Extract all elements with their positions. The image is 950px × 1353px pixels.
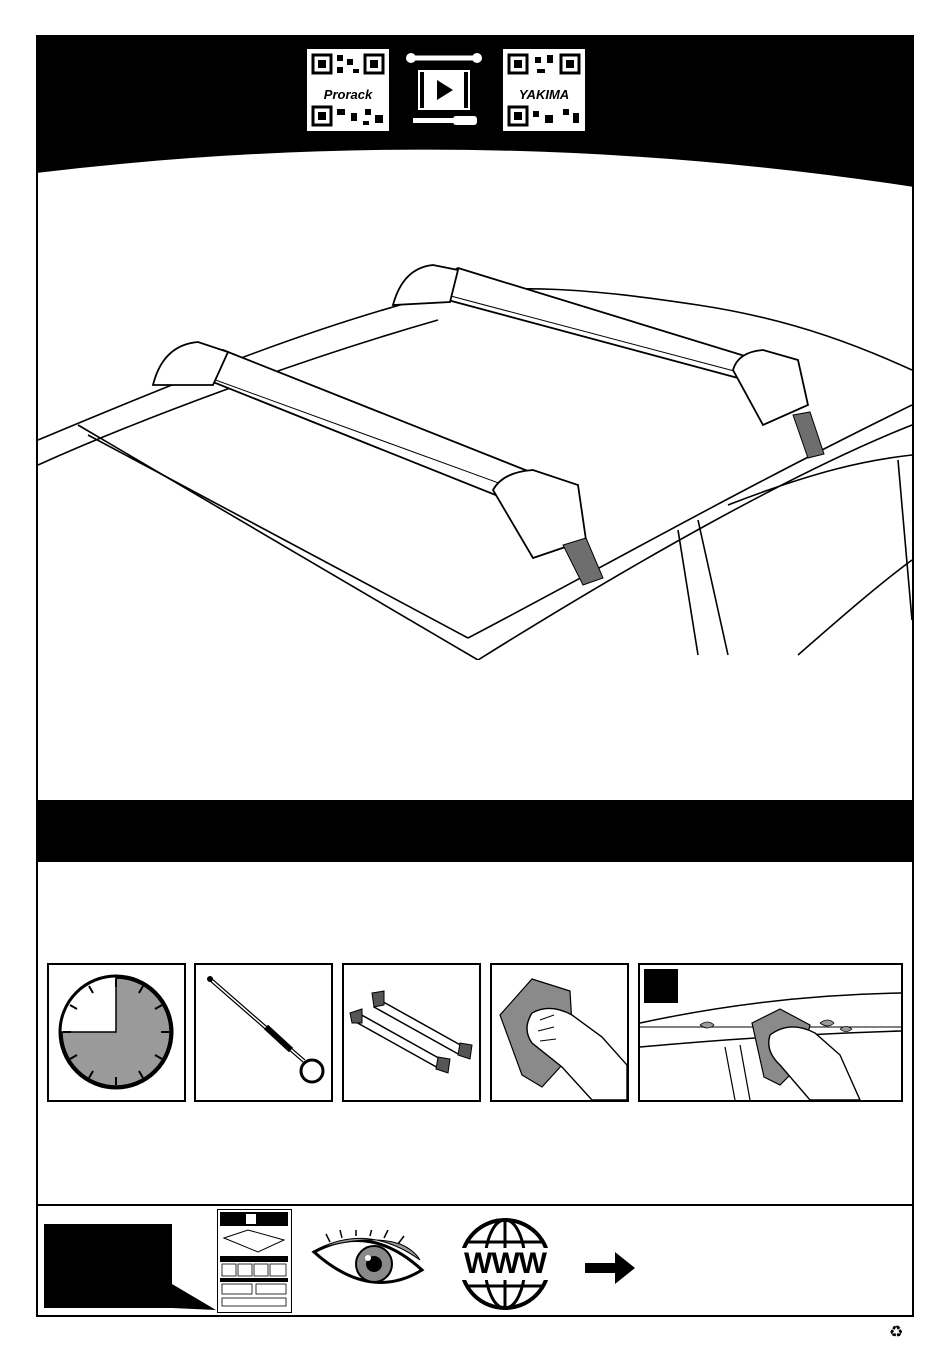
web-label: WWW xyxy=(452,1248,558,1280)
panel-clean-cloth xyxy=(490,963,629,1102)
instruction-sheet-icon xyxy=(218,1210,290,1311)
video-tools-icon xyxy=(405,50,483,130)
roof-bars-icon xyxy=(344,965,479,1100)
clock-icon xyxy=(49,965,184,1100)
roof-cleaning-icon xyxy=(640,965,901,1100)
qr-code-prorack[interactable] xyxy=(305,47,391,133)
footer-divider xyxy=(36,1204,914,1206)
front-crossbar xyxy=(153,342,603,585)
panel-clock xyxy=(47,963,186,1102)
qr-code-yakima[interactable] xyxy=(501,47,587,133)
panel-tool xyxy=(194,963,333,1102)
recycle-icon: ♻ xyxy=(889,1324,904,1341)
qr-label-prorack: Prorack xyxy=(307,87,389,102)
torque-tool-icon xyxy=(196,965,331,1100)
section-band xyxy=(36,800,914,862)
eye-icon xyxy=(310,1230,428,1298)
panel-bars xyxy=(342,963,481,1102)
panel-clean-roof xyxy=(638,963,903,1102)
page-frame xyxy=(36,35,914,1317)
qr-label-yakima: YAKIMA xyxy=(503,87,585,102)
footer-callout xyxy=(44,1224,224,1314)
arrow-right-icon xyxy=(585,1252,637,1284)
instruction-sheet-thumbnail[interactable] xyxy=(217,1209,292,1313)
globe-icon[interactable] xyxy=(452,1216,558,1312)
roof-rack-illustration xyxy=(38,240,912,660)
cloth-cleaning-icon xyxy=(492,965,627,1100)
